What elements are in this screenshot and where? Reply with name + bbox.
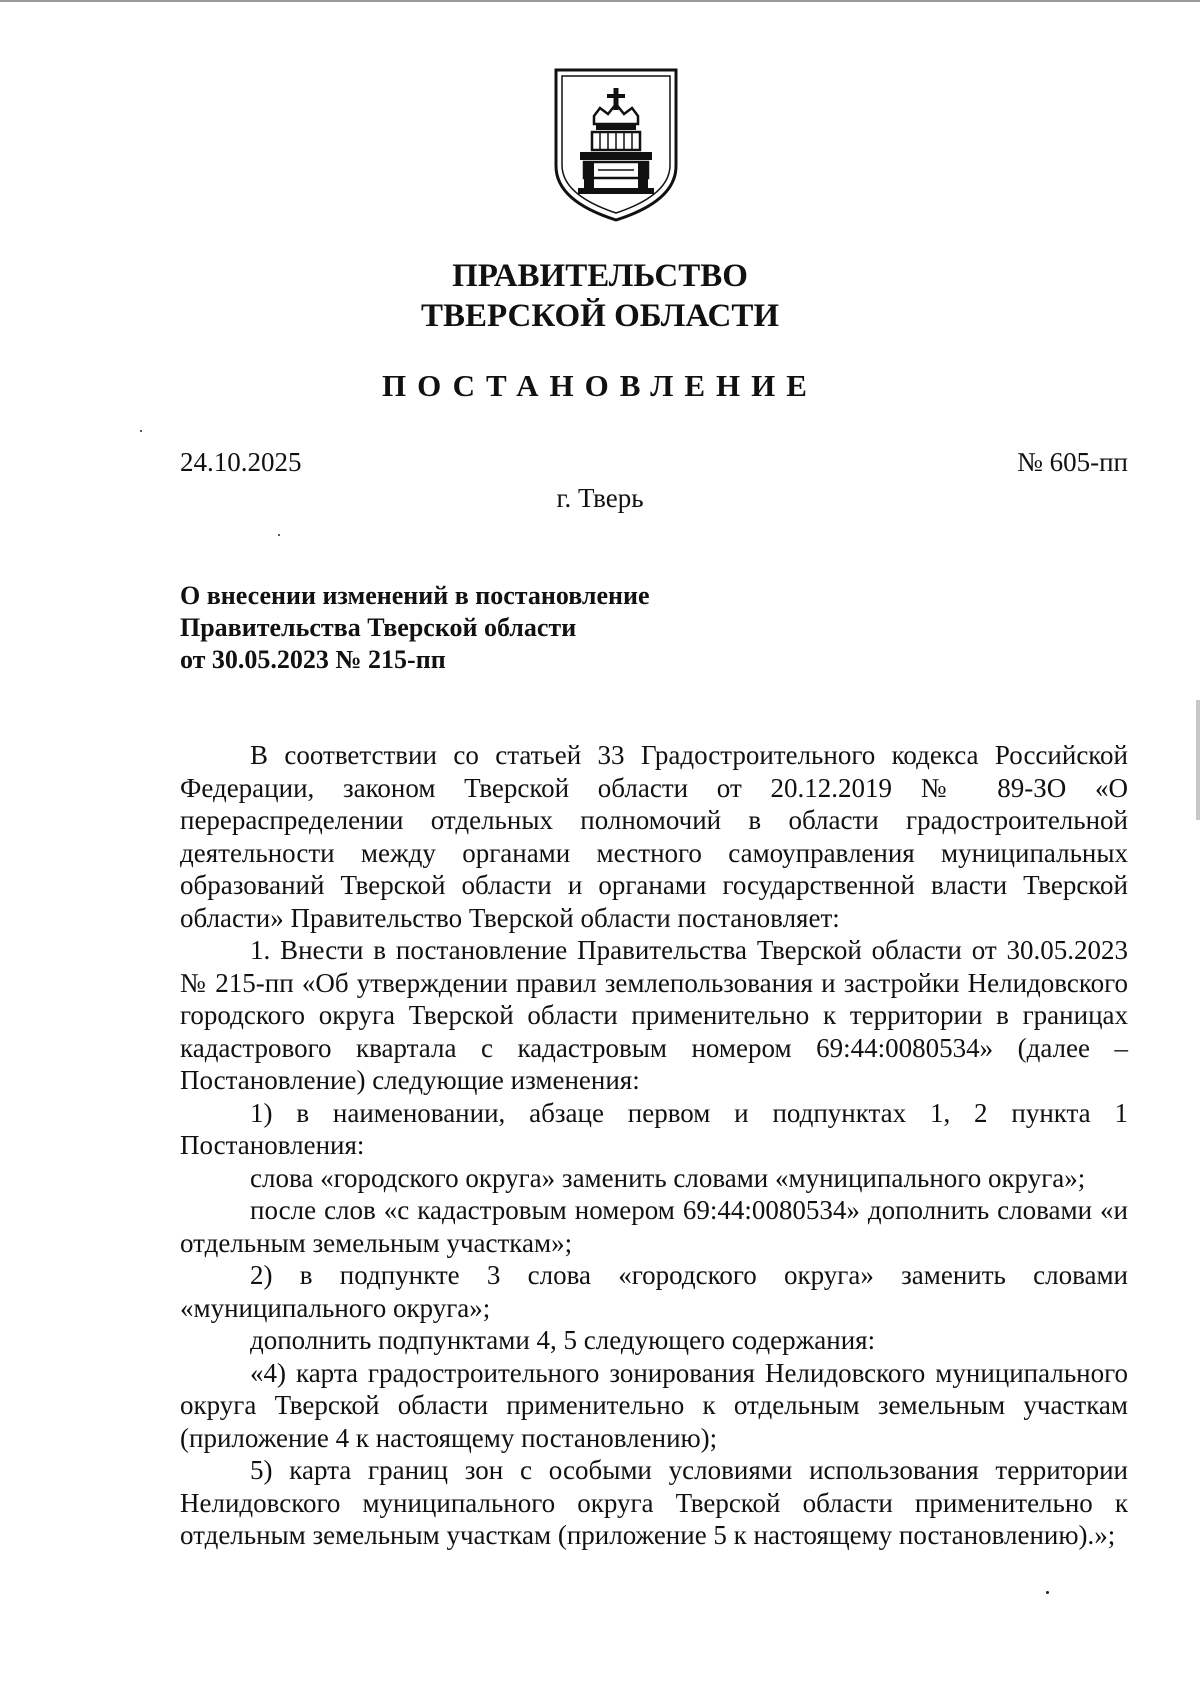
body-paragraph: дополнить подпунктами 4, 5 следующего содержания: — [250, 1325, 876, 1355]
coat-of-arms-icon — [552, 66, 680, 224]
body-paragraph: В соответствии со статьей 33 Градостроительного кодекса Российской Федерации, законом Тверской области от 20.12.2019 № 89-ЗО «О перераспределении отдельных полномочий в области градостроительной деятельности между органами местного самоуправления муниципальных образований Тверской области и органами государственной власти Тверской области» Правительство Тверской области постановляет: — [180, 740, 1128, 933]
document-date: 24.10.2025 — [180, 447, 302, 477]
document-body — [180, 739, 1128, 1552]
body-paragraph: после слов «с кадастровым номером 69:44:0080534» дополнить словами «и отдельным земельным участкам»; — [180, 1195, 1128, 1258]
document-subject — [180, 580, 880, 676]
body-paragraph: 1. Внести в постановление Правительства Тверской области от 30.05.2023 № 215-пп «Об утверждении правил землепользования и застройки Нелидовского городского округа Тверской области применительно к территории в границах кадастрового квартала с кадастровым номером 69:44:0080534» (далее – Постановление) следующие изменения: — [180, 935, 1128, 1095]
subject-line-1: О внесении изменений в постановление — [180, 581, 650, 610]
body-paragraph: 1) в наименовании, абзаце первом и подпунктах 1, 2 пункта 1 Постановления: — [180, 1097, 1128, 1160]
scan-speck — [1046, 1591, 1049, 1594]
document-city: г. Тверь — [556, 483, 644, 513]
scan-edge-top — [0, 0, 1200, 2]
scan-speck — [278, 534, 280, 536]
body-paragraph: 5) карта границ зон с особыми условиями использования территории Нелидовского муниципального округа Тверской области применительно к отдельным земельным участкам (приложение 5 к настоящему постановлению).»; — [180, 1455, 1128, 1550]
subject-line-3: от 30.05.2023 № 215-пп — [180, 645, 446, 674]
scan-speck — [140, 430, 142, 432]
scan-edge-right — [1196, 700, 1200, 820]
subject-line-2: Правительства Тверской области — [180, 613, 577, 642]
body-paragraph: 2) в подпункте 3 слова «городского округа» заменить словами «муниципального округа»; — [180, 1260, 1128, 1323]
organization-name — [0, 256, 1200, 336]
org-line-2: ТВЕРСКОЙ ОБЛАСТИ — [420, 298, 780, 334]
document-type: ПОСТАНОВЛЕНИЕ — [382, 368, 818, 403]
body-paragraph: «4) карта градостроительного зонирования Нелидовского муниципального округа Тверской области применительно к отдельным земельным участкам (приложение 4 к настоящему постановлению); — [180, 1357, 1128, 1453]
org-line-1: ПРАВИТЕЛЬСТВО — [452, 258, 748, 294]
body-paragraph: слова «городского округа» заменить словами «муниципального округа»; — [250, 1162, 1086, 1193]
document-number: № 605-пп — [1017, 447, 1128, 477]
